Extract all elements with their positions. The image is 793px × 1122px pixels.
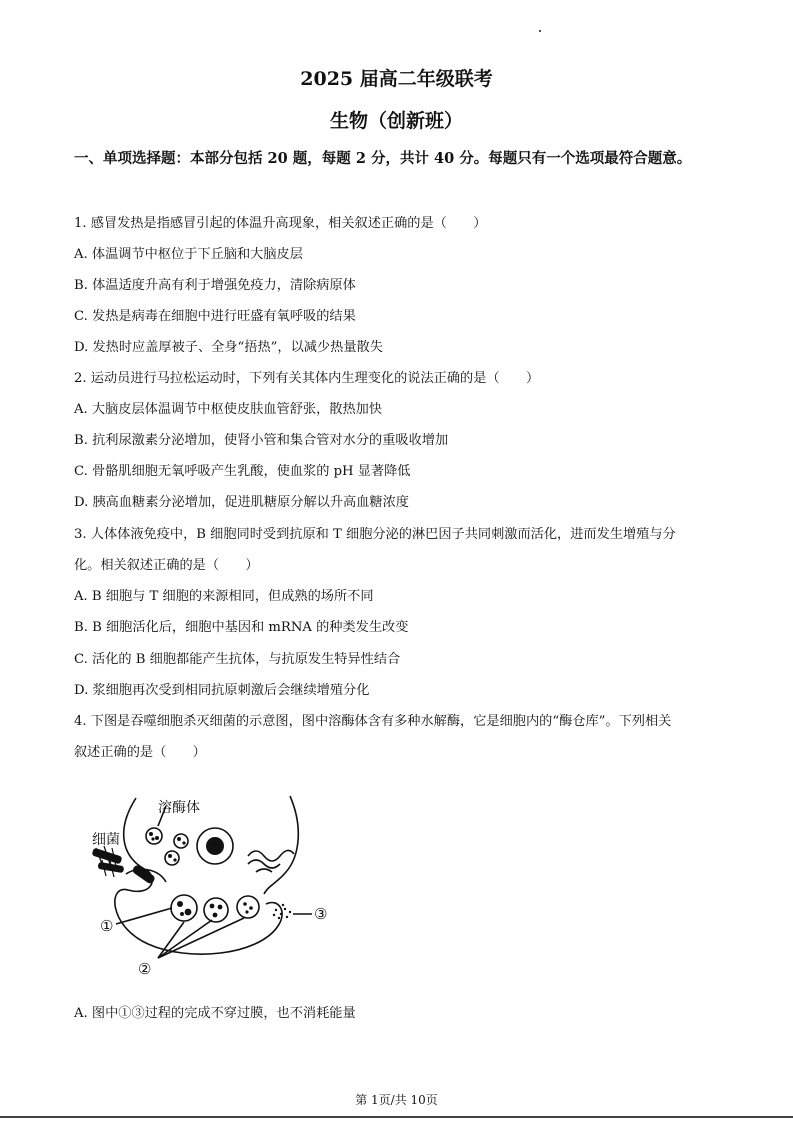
- question-3-stem-line-2: 化。相关叙述正确的是（ ）: [74, 558, 259, 573]
- question-1-stem: 1. 感冒发热是指感冒引起的体温升高现象，相关叙述正确的是（ ）: [74, 216, 487, 231]
- question-3-option-c: C. 活化的 B 细胞都能产生抗体，与抗原发生特异性结合: [74, 652, 401, 667]
- question-2-option-c: C. 骨骼肌细胞无氧呼吸产生乳酸，使血浆的 pH 显著降低: [74, 464, 411, 479]
- figure-label-bacteria: 细菌: [92, 832, 120, 848]
- question-2-option-b: B. 抗利尿激素分泌增加，使肾小管和集合管对水分的重吸收增加: [74, 433, 449, 448]
- phagocytosis-figure: [88, 786, 350, 982]
- question-3-option-b: B. B 细胞活化后，细胞中基因和 mRNA 的种类发生改变: [74, 620, 409, 635]
- page-number: 第 1页/共 10页: [355, 1093, 438, 1107]
- question-1-option-b: B. 体温适度升高有利于增强免疫力，清除病原体: [74, 278, 356, 293]
- section-heading: 一、单项选择题：本部分包括 20 题，每题 2 分，共计 40 分。每题只有一个选项最符合题意。: [74, 150, 692, 167]
- question-3-option-a: A. B 细胞与 T 细胞的来源相同，但成熟的场所不同: [74, 589, 374, 604]
- figure-label-1: ①: [100, 917, 114, 935]
- question-4-stem-line-2: 叙述正确的是（ ）: [74, 745, 206, 760]
- question-1-option-c: C. 发热是病毒在细胞中进行旺盛有氧呼吸的结果: [74, 309, 356, 324]
- exam-subtitle: 生物（创新班）: [329, 110, 463, 132]
- question-2-stem: 2. 运动员进行马拉松运动时，下列有关其体内生理变化的说法正确的是（ ）: [74, 371, 540, 386]
- exam-title: 2025 届高二年级联考: [300, 68, 493, 90]
- scan-speck: [539, 30, 541, 32]
- question-3-stem-line-1: 3. 人体体液免疫中，B 细胞同时受到抗原和 T 细胞分泌的淋巴因子共同刺激而活化，进而发生增殖与分: [74, 527, 676, 542]
- page-bottom-rule: [0, 1116, 793, 1118]
- question-1-option-a: A. 体温调节中枢位于下丘脑和大脑皮层: [74, 247, 303, 262]
- question-3-option-d: D. 浆细胞再次受到相同抗原刺激后会继续增殖分化: [74, 683, 370, 698]
- question-2-option-d: D. 胰高血糖素分泌增加，促进肌糖原分解以升高血糖浓度: [74, 495, 409, 510]
- figure-label-3: ③: [314, 905, 328, 923]
- question-2-option-a: A. 大脑皮层体温调节中枢使皮肤血管舒张，散热加快: [74, 402, 383, 417]
- figure-label-lysosome: 溶酶体: [158, 800, 200, 816]
- question-4-option-a: A. 图中①③过程的完成不穿过膜，也不消耗能量: [74, 1006, 356, 1021]
- question-4-stem-line-1: 4. 下图是吞噬细胞杀灭细菌的示意图，图中溶酶体含有多种水解酶，它是细胞内的“酶仓库”。下列相关: [74, 714, 672, 729]
- question-1-option-d: D. 发热时应盖厚被子、全身“捂热”，以减少热量散失: [74, 340, 383, 355]
- figure-label-2: ②: [138, 960, 152, 978]
